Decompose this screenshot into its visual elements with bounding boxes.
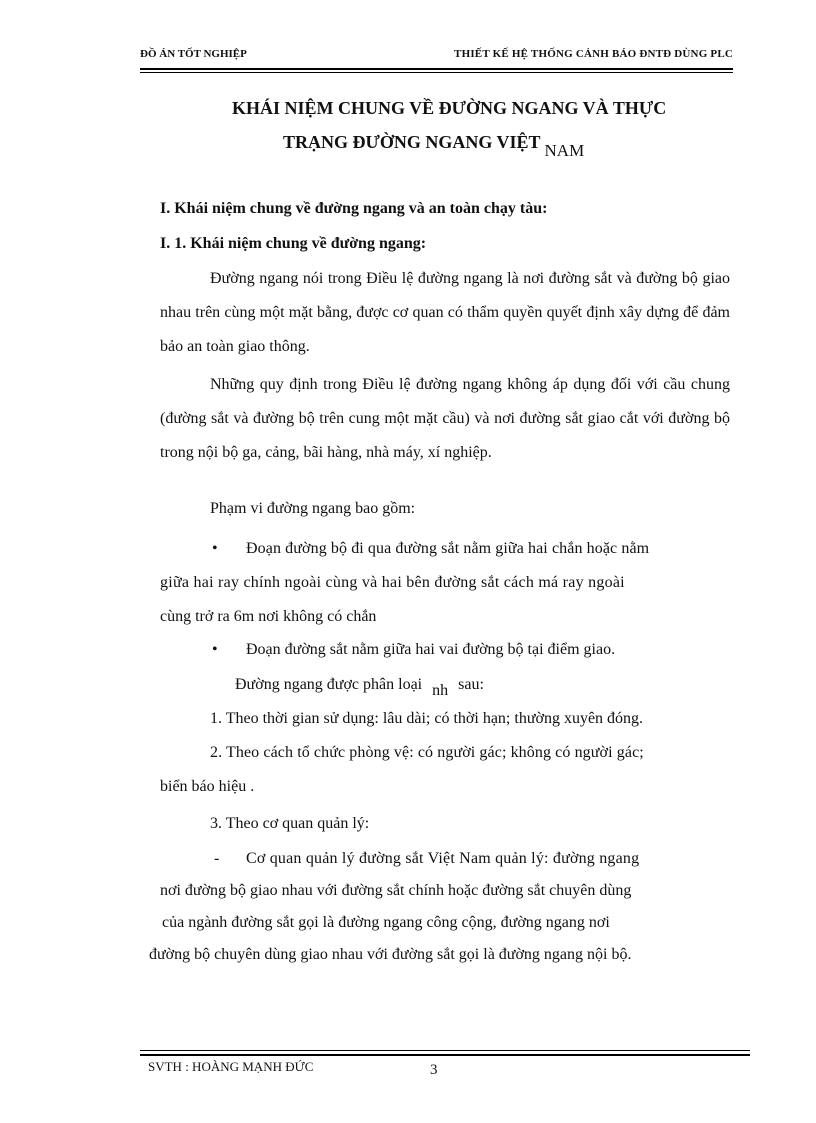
page-header <box>140 48 733 66</box>
dash-item-line-4: đường bộ chuyên dùng giao nhau với đường sắt gọi là đường ngang nội bộ. <box>149 946 632 963</box>
header-rule-thin <box>140 72 733 73</box>
title-line-2 <box>283 132 585 160</box>
dash-item-line-1: Cơ quan quản lý đường sắt Việt Nam quản lý: đường ngang <box>246 850 640 867</box>
dash-marker: - <box>214 850 220 867</box>
paragraph-3: Phạm vi đường ngang bao gồm: <box>210 500 416 517</box>
footer-rule-thin <box>140 1050 750 1051</box>
bullet-2-text: Đoạn đường sắt nằm giữa hai vai đường bộ tại điểm giao. <box>246 641 616 658</box>
header-right-text: THIẾT KẾ HỆ THỐNG CẢNH BÁO ĐNTĐ DÙNG PLC <box>454 48 733 60</box>
bullet-icon: • <box>212 540 218 557</box>
header-rule-thick <box>140 68 733 70</box>
classification-intro <box>235 676 484 699</box>
classification-item-3: 3. Theo cơ quan quản lý: <box>210 815 370 832</box>
bullet-icon: • <box>212 641 218 658</box>
footer-rule-thick <box>140 1054 750 1056</box>
dash-item-line-2: nơi đường bộ giao nhau với đường sắt chính hoặc đường sắt chuyên dùng <box>160 882 632 899</box>
classification-item-2-line-2: biển báo hiệu . <box>160 778 255 795</box>
page-number: 3 <box>430 1062 438 1078</box>
classification-item-1: 1. Theo thời gian sử dụng: lâu dài; có thời hạn; thường xuyên đóng. <box>210 710 644 727</box>
classification-intro-nh: nh <box>432 682 449 699</box>
bullet-1-line-3: cùng trở ra 6m nơi không có chắn <box>160 608 377 625</box>
header-left-text: ĐỒ ÁN TỐT NGHIỆP <box>140 48 247 60</box>
classification-intro-a: Đường ngang được phân loại <box>235 676 423 693</box>
title-line-1: KHÁI NIỆM CHUNG VỀ ĐƯỜNG NGANG VÀ THỰC <box>232 98 667 118</box>
dash-item-line-3: của ngành đường sắt gọi là đường ngang công cộng, đường ngang nơi <box>162 914 610 931</box>
paragraph-1-text: Đường ngang nói trong Điều lệ đường ngang là nơi đường sắt và đường bộ giao nhau trên cùng một mặt bằng, được cơ quan có thẩm quyền quyết định xây dựng để đảm bảo an toàn giao thông. <box>160 270 730 355</box>
classification-intro-b: sau: <box>458 676 484 693</box>
classification-item-2-line-1: 2. Theo cách tổ chức phòng vệ: có người gác; không có người gác; <box>210 744 644 761</box>
bullet-1-line-2: giữa hai ray chính ngoài cùng và hai bên đường sắt cách má ray ngoài <box>160 574 625 591</box>
section-heading-1-1: I. 1. Khái niệm chung về đường ngang: <box>160 235 427 252</box>
paragraph-1 <box>160 262 730 364</box>
paragraph-2 <box>160 368 730 470</box>
title-line-2-text: TRẠNG ĐƯỜNG NGANG VIỆT <box>283 132 541 152</box>
paragraph-2-text: Những quy định trong Điều lệ đường ngang không áp dụng đối với cầu chung (đường sắt và đường bộ trên cung một mặt cầu) và nơi đường sắt giao cắt với đường bộ trong nội bộ ga, cảng, bãi hàng, nhà máy, xí nghiệp. <box>160 376 730 461</box>
bullet-1-line-1: Đoạn đường bộ đi qua đường sắt nằm giữa hai chắn hoặc nằm <box>246 540 650 557</box>
section-heading-1: I. Khái niệm chung về đường ngang và an toàn chạy tàu: <box>160 200 548 217</box>
title-line-2-tail: NAM <box>544 141 585 160</box>
footer-author: SVTH : HOÀNG MẠNH ĐỨC <box>148 1059 314 1074</box>
